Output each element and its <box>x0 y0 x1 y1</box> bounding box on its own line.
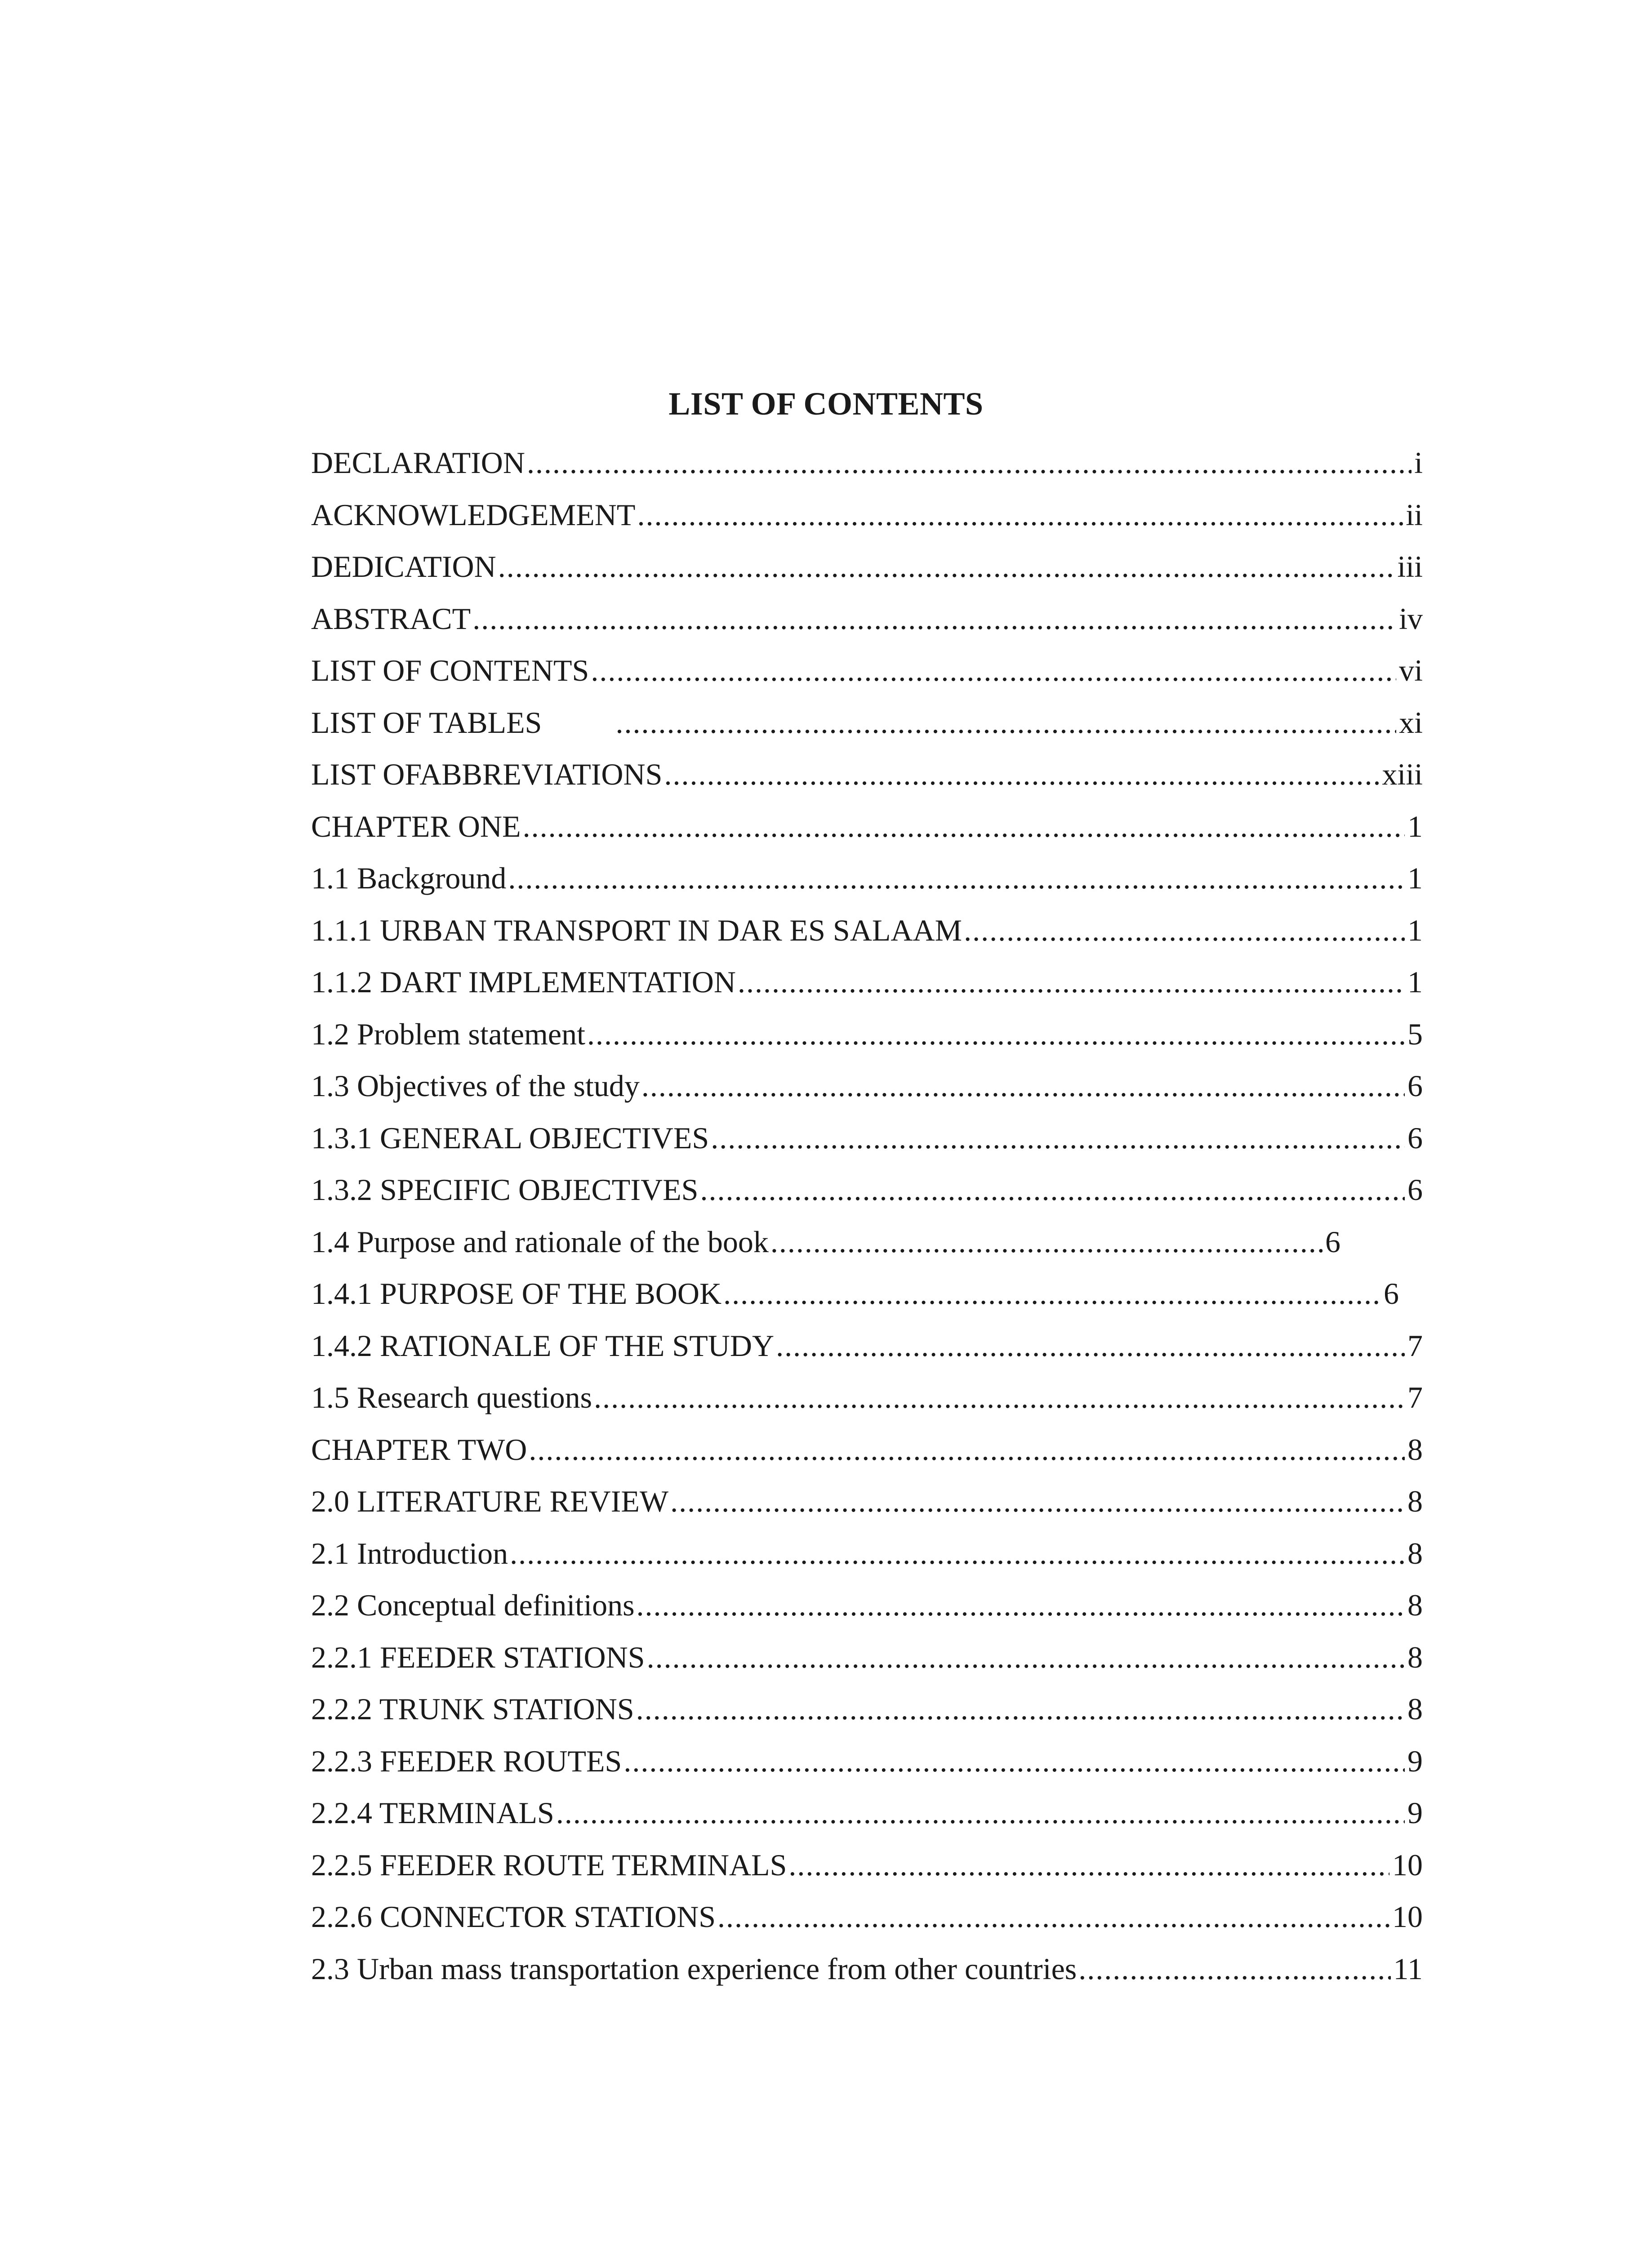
toc-entry-page: 8 <box>1407 1536 1423 1570</box>
toc-dot-leader <box>594 1380 1405 1415</box>
toc-entry <box>311 1943 1423 1995</box>
toc-entry-page: 7 <box>1407 1380 1423 1415</box>
toc-entry-label: 1.3 Objectives of the study <box>311 1069 640 1103</box>
toc-entry-label: 2.2.6 CONNECTOR STATIONS <box>311 1900 716 1934</box>
toc-dot-leader <box>523 809 1405 844</box>
toc-entry <box>311 1060 1423 1112</box>
toc-entry <box>311 852 1423 905</box>
toc-entry-label: 2.2.4 TERMINALS <box>311 1796 554 1830</box>
toc-entry-label: 2.2.2 TRUNK STATIONS <box>311 1692 634 1726</box>
toc-dot-leader <box>637 497 1403 533</box>
toc-dot-leader <box>770 1224 1322 1260</box>
toc-entry <box>311 645 1423 697</box>
toc-entry-page: 8 <box>1407 1640 1423 1674</box>
toc-dot-leader <box>637 1588 1405 1623</box>
toc-entry-page: 9 <box>1407 1744 1423 1778</box>
toc-dot-leader <box>964 913 1405 948</box>
toc-dot-leader <box>529 1432 1405 1467</box>
toc-entry <box>311 1528 1423 1580</box>
toc-entry-page: iii <box>1397 549 1423 584</box>
toc-entry-page: 1 <box>1407 809 1423 843</box>
toc-dot-leader <box>636 1691 1405 1727</box>
toc-entry <box>311 541 1423 593</box>
toc-entry-label: 2.1 Introduction <box>311 1536 508 1570</box>
toc-entry-page: 10 <box>1392 1900 1423 1934</box>
toc-entry-page: xiii <box>1382 757 1423 792</box>
toc-entry <box>311 593 1423 645</box>
toc-entry-page: 5 <box>1407 1017 1423 1051</box>
toc-dot-leader <box>723 1276 1381 1311</box>
toc-entry-label: ABSTRACT <box>311 601 471 636</box>
toc-entry-page: 6 <box>1407 1173 1423 1207</box>
toc-entry <box>311 437 1423 489</box>
toc-dot-leader <box>1078 1951 1390 1987</box>
toc-entry-label: 1.1 Background <box>311 861 507 896</box>
toc-dot-leader <box>776 1328 1405 1364</box>
toc-entry-page: ii <box>1406 497 1423 532</box>
toc-entry-page: 6 <box>1384 1276 1399 1311</box>
toc-entry-label: 1.3.1 GENERAL OBJECTIVES <box>311 1120 709 1155</box>
toc-dot-leader <box>717 1899 1389 1935</box>
toc-entry-label: 2.3 Urban mass transportation experience from other countries <box>311 1951 1077 1986</box>
toc-entry <box>311 1424 1423 1476</box>
toc-dot-leader <box>664 757 1379 792</box>
toc-entry <box>311 801 1423 853</box>
toc-entry <box>311 1320 1423 1372</box>
page-title: LIST OF CONTENTS <box>668 386 984 422</box>
toc-entry-label: LIST OFABBREVIATIONS <box>311 757 663 792</box>
toc-entry-page: 10 <box>1392 1847 1423 1882</box>
toc-entry-page: iv <box>1399 601 1423 636</box>
toc-dot-leader <box>623 1744 1405 1779</box>
toc-dot-leader <box>700 1172 1405 1208</box>
toc-entry-label: 1.1.2 DART IMPLEMENTATION <box>311 965 736 999</box>
toc-entry <box>311 697 1423 749</box>
toc-dot-leader <box>591 653 1396 688</box>
toc-entry-page: vi <box>1399 653 1423 688</box>
toc-entry-label: CHAPTER TWO <box>311 1432 527 1467</box>
toc-entry-label: 1.4 Purpose and rationale of the book <box>311 1224 769 1259</box>
toc-entry-page: 7 <box>1407 1328 1423 1363</box>
toc-entry <box>311 1476 1423 1528</box>
toc-entry <box>311 1008 1423 1061</box>
toc-dot-leader <box>472 601 1396 637</box>
toc-dot-leader <box>641 1068 1405 1104</box>
toc-entry <box>311 1372 1423 1424</box>
toc-entry-label: 1.1.1 URBAN TRANSPORT IN DAR ES SALAAM <box>311 913 962 947</box>
toc-entry-label: 2.2.3 FEEDER ROUTES <box>311 1744 622 1778</box>
toc-entry-label: 1.4.1 PURPOSE OF THE BOOK <box>311 1276 722 1311</box>
toc-entry <box>311 1216 1340 1268</box>
toc-dot-leader <box>498 549 1395 584</box>
toc-entry-page: 8 <box>1407 1484 1423 1519</box>
toc-entry-page: 6 <box>1407 1069 1423 1103</box>
toc-entry-label: 2.2.5 FEEDER ROUTE TERMINALS <box>311 1847 787 1882</box>
toc-entry-label: CHAPTER ONE <box>311 809 521 843</box>
toc-entry-label: LIST OF TABLES <box>311 705 542 740</box>
toc-entry-label: LIST OF CONTENTS <box>311 653 589 688</box>
toc-dot-leader <box>510 1536 1405 1571</box>
toc-entry <box>311 1579 1423 1632</box>
toc-dot-leader <box>527 445 1412 481</box>
toc-entry-label: 2.2 Conceptual definitions <box>311 1588 635 1623</box>
toc-dot-leader <box>788 1847 1389 1883</box>
toc-entry <box>311 1268 1399 1320</box>
toc-entry-label: 2.0 LITERATURE REVIEW <box>311 1484 669 1519</box>
toc-entry-page: 1 <box>1407 913 1423 947</box>
toc-entry <box>311 489 1423 541</box>
toc-entry-label: 2.2.1 FEEDER STATIONS <box>311 1640 645 1674</box>
toc-entry <box>311 1632 1423 1684</box>
toc-entry-label: 1.4.2 RATIONALE OF THE STUDY <box>311 1328 775 1363</box>
toc-entry-page: 1 <box>1407 861 1423 896</box>
toc-entry <box>311 956 1423 1008</box>
toc-list <box>311 437 1423 1995</box>
toc-entry-page: 1 <box>1407 965 1423 999</box>
toc-entry-page: 6 <box>1325 1224 1340 1259</box>
toc-dot-leader <box>647 1640 1405 1675</box>
toc-entry-page: 9 <box>1407 1796 1423 1830</box>
toc-entry-label: DECLARATION <box>311 446 525 480</box>
toc-dot-leader <box>670 1484 1405 1519</box>
toc-dot-leader <box>556 1795 1405 1831</box>
toc-entry-page: 8 <box>1407 1588 1423 1623</box>
toc-entry <box>311 1112 1423 1164</box>
toc-dot-leader <box>738 964 1405 1000</box>
toc-dot-leader <box>711 1120 1405 1156</box>
toc-dot-leader <box>587 1017 1405 1052</box>
toc-entry-page: 11 <box>1393 1951 1423 1986</box>
toc-entry-page: 8 <box>1407 1432 1423 1467</box>
toc-entry-page: 6 <box>1407 1120 1423 1155</box>
toc-dot-leader <box>615 705 1396 740</box>
toc-entry <box>311 1787 1423 1839</box>
toc-entry <box>311 1891 1423 1943</box>
toc-entry-label: 1.5 Research questions <box>311 1380 592 1415</box>
toc-entry <box>311 1735 1423 1788</box>
toc-entry-page: i <box>1414 446 1423 480</box>
toc-entry-page: 8 <box>1407 1692 1423 1726</box>
toc-entry <box>311 1839 1423 1891</box>
toc-entry-page: xi <box>1399 705 1423 740</box>
toc-entry <box>311 749 1423 801</box>
toc-entry <box>311 1683 1423 1735</box>
toc-entry-label: 1.3.2 SPECIFIC OBJECTIVES <box>311 1173 699 1207</box>
toc-dot-leader <box>508 861 1405 896</box>
toc-entry <box>311 905 1423 957</box>
toc-entry-label: DEDICATION <box>311 549 496 584</box>
toc-entry-label: 1.2 Problem statement <box>311 1017 586 1051</box>
toc-entry-label: ACKNOWLEDGEMENT <box>311 497 636 532</box>
toc-entry <box>311 1164 1423 1216</box>
